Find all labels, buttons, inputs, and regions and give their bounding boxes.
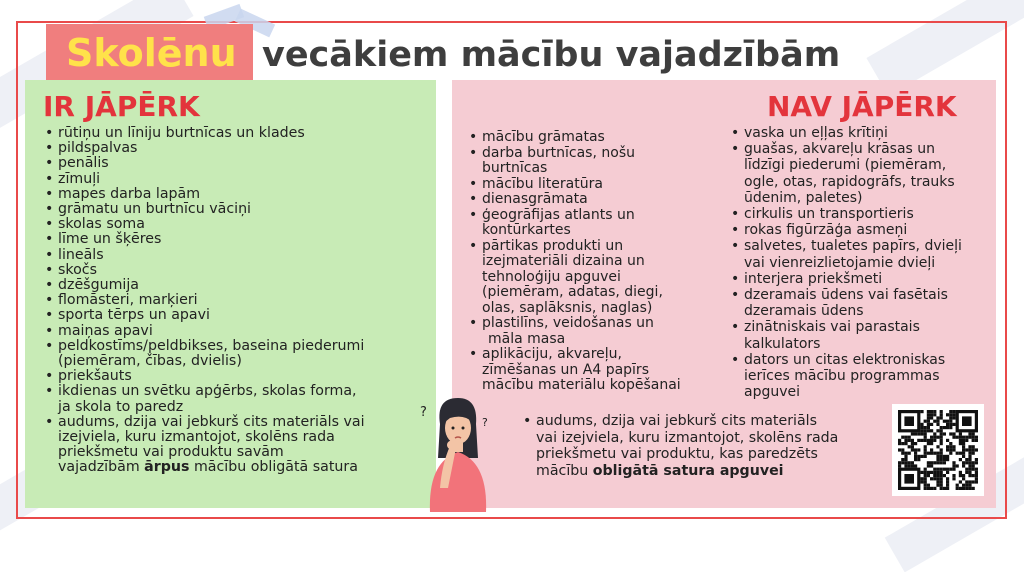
list-item-text: • ikdienas un svētku apģērbs, skolas forma, — [58, 383, 357, 400]
no-need-bottom-item — [520, 413, 838, 479]
list-item-text: ūdenim, paletes) — [744, 189, 863, 206]
list-item-text: dzeramais ūdens — [744, 303, 864, 320]
list-item-text: • dzeramais ūdens vai fasētais — [744, 287, 948, 304]
list-item-text: • dzēšgumija — [58, 277, 139, 294]
no-need-list-col2 — [728, 125, 962, 400]
list-item-text: • maiņas apavi — [58, 322, 153, 339]
list-item — [728, 141, 962, 206]
list-item-text: • pildspalvas — [58, 140, 138, 157]
list-item-text: • mācību grāmatas — [482, 129, 605, 145]
list-item-text: (piemēram, adatas, diegi, — [482, 284, 663, 300]
no-need-heading: NAV JĀPĒRK — [767, 90, 957, 123]
list-item-text: • zīmuļi — [58, 170, 101, 187]
list-item — [42, 217, 365, 232]
list-item-text: tehnoloģiju apguvei — [482, 268, 621, 285]
list-item-text: apguvei — [744, 384, 801, 401]
list-item-text: izejmateriāli dizaina un — [482, 253, 645, 269]
list-item — [466, 192, 681, 208]
list-item-text: • rokas figūrzāģa asmeņi — [744, 222, 908, 239]
list-item — [728, 238, 962, 270]
list-item-text: olas, saplāksnis, naglas) — [482, 299, 653, 316]
list-item — [728, 125, 962, 141]
list-item — [728, 206, 962, 222]
list-item-text: māla masa — [488, 330, 566, 347]
list-item — [42, 324, 365, 339]
must-buy-heading: IR JĀPĒRK — [43, 90, 200, 123]
bold-text: obligātā satura apguvei — [592, 462, 784, 479]
list-item — [520, 413, 838, 479]
list-item-text: • mācību literatūra — [482, 175, 603, 192]
list-item — [466, 130, 681, 146]
list-item-text: • pārtikas produkti un — [482, 237, 624, 254]
list-item — [42, 156, 365, 171]
must-buy-list — [42, 126, 365, 476]
thinking-girl-illustration — [414, 388, 514, 512]
text-segment: vajadzībām — [58, 459, 145, 476]
list-item-text: • rūtiņu un līniju burtnīcas un klades — [58, 125, 305, 141]
list-item — [42, 339, 365, 369]
list-item-text: • guašas, akvareļu krāsas un — [744, 141, 936, 158]
list-item — [42, 263, 365, 278]
list-item-text: zīmēšanas un A4 papīrs — [482, 361, 649, 378]
list-item — [728, 222, 962, 238]
list-item-text: (piemēram, čības, dvielis) — [58, 353, 242, 370]
list-item-text: • mapes darba lapām — [58, 185, 201, 202]
list-item-text: • dienasgrāmata — [482, 191, 588, 207]
list-item-text: • dators un citas elektroniskas — [744, 351, 946, 368]
list-item-text: • grāmatu un burtnīcu vāciņi — [58, 201, 251, 218]
list-item — [728, 352, 962, 401]
list-item-text: • interjera priekšmeti — [744, 270, 883, 287]
list-item — [42, 369, 365, 384]
list-item-text: • darba burtnīcas, nošu — [482, 144, 635, 161]
list-item-text: • zinātniskais vai parastais — [744, 319, 920, 336]
list-item-text — [536, 463, 838, 480]
list-item-text: • sporta tērps un apavi — [58, 307, 210, 324]
list-item-text: • lineāls — [58, 246, 104, 263]
list-item — [42, 172, 365, 187]
list-item — [42, 187, 365, 202]
list-item-text: līdzīgi piederumi (piemēram, — [744, 157, 947, 174]
list-item-text: • vaska un eļļas krītiņi — [744, 125, 888, 141]
list-item-text: mācību materiālu kopēšanai — [482, 377, 681, 393]
list-item-text: ja skola to paredz — [58, 398, 184, 415]
list-item — [42, 248, 365, 263]
list-item-text: • audums, dzija vai jebkurš cits materiāls vai — [58, 413, 365, 430]
list-item-text: kalkulators — [744, 335, 821, 352]
list-item — [728, 287, 962, 319]
list-item-text — [58, 460, 365, 475]
question-mark-icon: ? — [482, 416, 488, 429]
question-mark-icon: ? — [420, 405, 427, 420]
list-item-text: priekšmetu vai produktu, kas paredzēts — [536, 446, 818, 462]
list-item — [42, 293, 365, 308]
list-item-text: vai vienreizlietojamie dvieļi — [744, 254, 936, 271]
list-item-text: vai izejviela, kuru izmantojot, skolēns rada — [536, 429, 839, 446]
list-item-text: • ģeogrāfijas atlants un — [482, 206, 635, 223]
page-title: vecākiem mācību vajadzībām — [262, 35, 841, 75]
list-item-text: burtnīcas — [482, 160, 548, 176]
list-item — [42, 126, 365, 141]
list-item — [42, 415, 365, 476]
list-item-text: • līme un šķēres — [58, 231, 162, 248]
list-item-text: izejviela, kuru izmantojot, skolēns rada — [58, 429, 335, 446]
list-item-text: • penālis — [58, 155, 109, 172]
list-item — [42, 232, 365, 247]
list-item-text: • audums, dzija vai jebkurš cits materiāls — [536, 413, 817, 429]
list-item-text: priekšmetu vai produktu savām — [58, 444, 284, 461]
list-item-text: • plastilīns, veidošanas un — [482, 315, 654, 331]
list-item — [42, 384, 365, 414]
list-item — [466, 239, 681, 317]
list-item — [728, 271, 962, 287]
list-item-text: • skočs — [58, 261, 97, 278]
qr-code[interactable] — [892, 404, 984, 496]
no-need-list-col1 — [466, 130, 681, 394]
title-highlight-text: Skolēnu — [66, 31, 237, 75]
list-item — [466, 177, 681, 193]
list-item-text: ogle, otas, rapidogrāfs, trauks — [744, 173, 955, 190]
list-item-text: • peldkostīms/peldbikses, baseina piederumi — [58, 337, 365, 354]
list-item — [42, 141, 365, 156]
list-item-text: • cirkulis un transportieris — [744, 206, 914, 223]
list-item-text: • aplikāciju, akvareļu, — [482, 346, 623, 362]
list-item — [42, 308, 365, 323]
list-item — [728, 319, 962, 351]
list-item-text: kontūrkartes — [482, 222, 571, 238]
text-segment: mācību — [536, 462, 593, 479]
list-item-text: • salvetes, tualetes papīrs, dvieļi — [744, 238, 962, 255]
list-item-text: ierīces mācību programmas — [744, 368, 940, 385]
list-item — [466, 316, 681, 347]
list-item — [42, 202, 365, 217]
list-item-text: • flomāsteri, marķieri — [58, 292, 198, 309]
text-segment: mācību obligātā satura — [189, 459, 358, 476]
list-item — [466, 208, 681, 239]
list-item-text: • priekšauts — [58, 368, 132, 385]
list-item — [466, 347, 681, 394]
list-item — [42, 278, 365, 293]
bold-text: ārpus — [144, 459, 190, 476]
list-item-text: • skolas soma — [58, 216, 145, 233]
list-item — [466, 146, 681, 177]
